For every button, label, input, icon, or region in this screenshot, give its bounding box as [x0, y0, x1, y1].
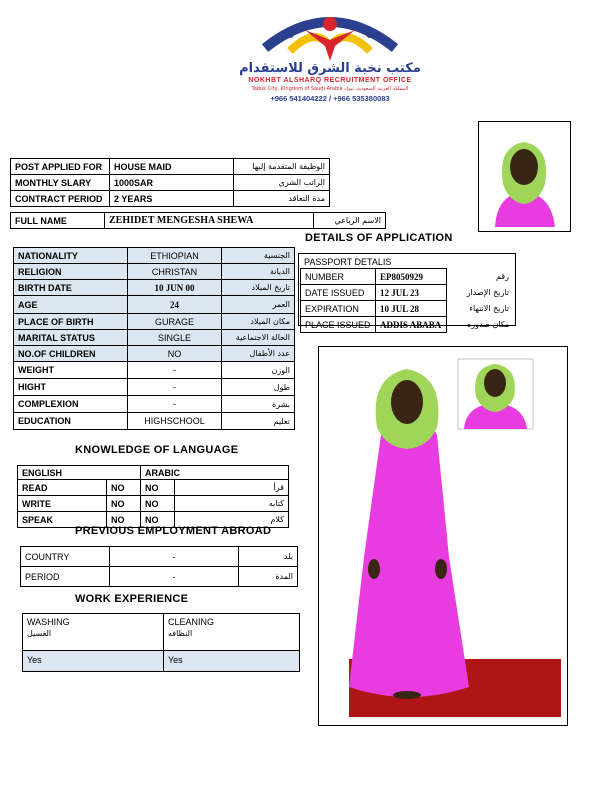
table-row [11, 175, 330, 191]
table-row [11, 213, 386, 229]
passport-ar: رقم [495, 272, 509, 281]
previous-label: PERIOD [21, 567, 110, 587]
portrait-photo [478, 121, 571, 232]
header-address: Tabuk City, Kingdom of Saudi Arabia المملكة العربية السعودية، تبوك [251, 86, 409, 92]
work-col1: WASHING [27, 617, 70, 627]
work-col2: CLEANING [168, 617, 215, 627]
contract-label: CONTRACT PERIOD [11, 191, 110, 207]
table-row [14, 362, 295, 379]
work-cell-washing [23, 614, 164, 651]
post-ar: الوظيفة المتقدمة إليها [234, 159, 330, 175]
passport-label: NUMBER [301, 269, 376, 285]
table-row [11, 191, 330, 207]
table-row [14, 330, 295, 346]
language-label: WRITE [18, 496, 107, 512]
table-row [301, 269, 514, 285]
passport-title: PASSPORT DETALIS [304, 257, 392, 267]
language-ar: قرأ [175, 480, 289, 496]
language-ar: كلام [175, 512, 289, 528]
full-body-photo [318, 346, 568, 726]
passport-label: EXPIRATION [301, 301, 376, 317]
work-cell-cleaning [164, 614, 299, 651]
detail-value: - [128, 362, 222, 379]
detail-value: SINGLE [128, 330, 222, 346]
detail-value: HIGHSCHOOL [128, 413, 222, 430]
table-row [18, 496, 289, 512]
details-table [13, 247, 295, 430]
detail-ar: العمر [222, 296, 295, 314]
salary-label: MONTHLY SLARY [11, 175, 110, 191]
previous-label: COUNTRY [21, 547, 110, 567]
detail-ar: تعليم [222, 413, 295, 430]
language-arabic-value: NO [141, 496, 175, 512]
table-row [21, 567, 298, 587]
passport-ar: تاريخ الانتهاء [469, 304, 509, 313]
previous-ar: المدة [239, 567, 298, 587]
detail-value: CHRISTAN [128, 264, 222, 280]
detail-value: 24 [128, 296, 222, 314]
detail-label: RELIGION [14, 264, 128, 280]
table-row [21, 547, 298, 567]
passport-value: EP8050929 [376, 269, 447, 285]
language-arabic-value: NO [141, 480, 175, 496]
table-row [301, 317, 514, 333]
contract-ar: مدة التعاقد [234, 191, 330, 207]
post-value: HOUSE MAID [110, 159, 234, 175]
passport-value: 12 JUL 23 [376, 285, 447, 301]
detail-value: - [128, 396, 222, 413]
work-value-cleaning-cell [164, 651, 299, 671]
table-row [14, 379, 295, 396]
full-name-value: ZEHIDET MENGESHA SHEWA [105, 213, 314, 229]
detail-label: HIGHT [14, 379, 128, 396]
passport-label: DATE ISSUED [301, 285, 376, 301]
passport-ar: تاريخ الإصدار [466, 288, 509, 297]
language-english-value: NO [107, 512, 141, 528]
previous-employment-table [20, 546, 298, 587]
detail-value: GURAGE [128, 314, 222, 330]
table-row [301, 301, 514, 317]
passport-value: 10 JUL 28 [376, 301, 447, 317]
table-row [301, 285, 514, 301]
detail-ar: طول [222, 379, 295, 396]
table-row [14, 248, 295, 264]
language-col-english: ENGLISH [18, 466, 141, 480]
passport-value: ADDIS ABABA [376, 317, 447, 333]
previous-ar: بلد [239, 547, 298, 567]
table-row [14, 413, 295, 430]
salary-ar: الراتب الشري [234, 175, 330, 191]
language-english-value: NO [107, 480, 141, 496]
detail-ar: الحالة الاجتماعية [222, 330, 295, 346]
language-english-value: NO [107, 496, 141, 512]
header-english-name: NOKHBT ALSHARQ RECRUITMENT OFFICE [248, 77, 412, 84]
work-experience-heading: WORK EXPERIENCE [75, 593, 189, 605]
table-row [14, 396, 295, 413]
section-details-heading: DETAILS OF APPLICATION [305, 232, 453, 244]
detail-label: WEIGHT [14, 362, 128, 379]
detail-ar: الديانة [222, 264, 295, 280]
language-label: READ [18, 480, 107, 496]
previous-value: - [110, 547, 239, 567]
table-row [18, 480, 289, 496]
work-experience-table [22, 613, 300, 672]
detail-label: NATIONALITY [14, 248, 128, 264]
work-col2-ar: النظافه [168, 629, 193, 638]
work-col1-ar: الغسيل [27, 629, 52, 638]
language-arabic-value: NO [141, 512, 175, 528]
passport-table [300, 268, 514, 333]
passport-label: PLACE ISSUED [301, 317, 376, 333]
header-phones: +966 541404222 / +966 535380083 [270, 94, 390, 103]
detail-value: 10 JUN 00 [128, 280, 222, 296]
table-row [14, 296, 295, 314]
detail-ar: الجنسية [222, 248, 295, 264]
contract-value: 2 YEARS [110, 191, 234, 207]
detail-value: ETHIOPIAN [128, 248, 222, 264]
table-row [14, 314, 295, 330]
detail-label: NO.OF CHILDREN [14, 346, 128, 362]
detail-label: COMPLEXION [14, 396, 128, 413]
table-row [11, 159, 330, 175]
full-name-label: FULL NAME [11, 213, 105, 229]
post-table [10, 158, 330, 207]
work-val1: Yes [27, 655, 42, 665]
passport-ar: مكان صدوره [467, 320, 510, 329]
header-logo [195, 6, 465, 106]
table-row [14, 264, 295, 280]
detail-label: PLACE OF BIRTH [14, 314, 128, 330]
language-heading: KNOWLEDGE OF LANGUAGE [75, 444, 239, 456]
detail-value: - [128, 379, 222, 396]
salary-value: 1000SAR [110, 175, 234, 191]
logo-mark [195, 6, 465, 66]
detail-ar: الوزن [222, 362, 295, 379]
detail-ar: عدد الأطفال [222, 346, 295, 362]
detail-label: MARITAL STATUS [14, 330, 128, 346]
detail-ar: بشرة [222, 396, 295, 413]
post-label: POST APPLIED FOR [11, 159, 110, 175]
previous-employment-heading: PREVIOUS EMPLOYMENT ABROAD [75, 525, 272, 537]
header-arabic-name: مكتب نخبة الشرق للاستقدام [239, 61, 421, 76]
full-name-table [10, 212, 386, 229]
detail-label: AGE [14, 296, 128, 314]
detail-value: NO [128, 346, 222, 362]
work-value-washing-cell [23, 651, 164, 671]
language-label: SPEAK [18, 512, 107, 528]
detail-label: BIRTH DATE [14, 280, 128, 296]
table-row [14, 346, 295, 362]
detail-ar: مكان الميلاد [222, 314, 295, 330]
detail-ar: تاريخ الميلاد [222, 280, 295, 296]
language-table [17, 465, 289, 528]
work-val2: Yes [168, 655, 183, 665]
language-ar: كتابه [175, 496, 289, 512]
table-row [18, 466, 289, 480]
detail-label: EDUCATION [14, 413, 128, 430]
language-col-arabic: ARABIC [141, 466, 289, 480]
table-row [14, 280, 295, 296]
full-name-ar: الاسم الرباعي [314, 213, 386, 229]
previous-value: - [110, 567, 239, 587]
